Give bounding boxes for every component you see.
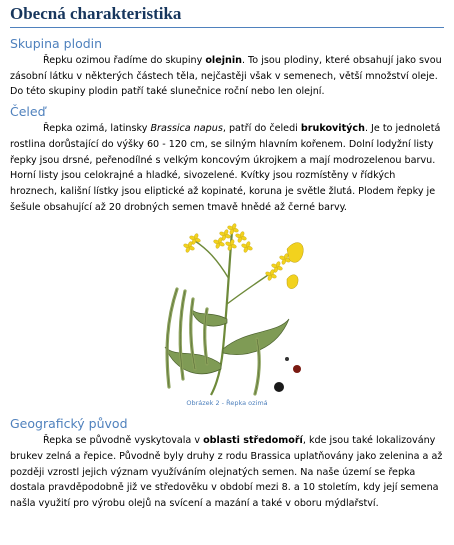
page-title: Obecná charakteristika: [10, 4, 182, 23]
leaf: [223, 319, 289, 355]
heading-geograficky-puvod: Geografický původ: [10, 416, 128, 432]
side-stem: [195, 241, 229, 279]
figure-repka: [10, 219, 444, 408]
title-underline: [10, 27, 444, 28]
paragraph-geograficky-puvod: Řepka se původně vyskytovala v oblasti středomoří, kde jsou také lokalizovány brukev zelná a řepice. Původně byly druhy z rodu Brassica uplatňovány jako zelenina a až později vzrostl jejich význam využíváním olejnatých semen. Na naše území se řepka dostala pravděpodobně již ve středověku v období mezi 8. a 10 stoletím, kdy její semena našla využití pro výrobu olejů na svícení a mazání a také v oboru mýdlařství.: [10, 435, 443, 510]
heading-celed: Čeleď: [10, 104, 46, 120]
rapeseed-illustration: [137, 219, 317, 397]
paragraph-skupina-plodin: Řepku ozimou řadíme do skupiny olejnin. To jsou plodiny, které obsahují jako svou zásobní látku v některých částech těla, nejčastěji však v semenech, větší množství oleje. Do této skupiny plodin patří také slunečnice roční nebo len olejní.: [10, 55, 442, 98]
flower-detail: [287, 275, 298, 289]
figure-caption: Obrázek 2 - Řepka ozimá: [186, 399, 268, 408]
paragraph-celed: Řepka ozimá, latinsky Brassica napus, patří do čeledi brukovitých. Je to jednoletá rostlina dorůstající do výšky 60 - 120 cm, se silným hlavním kořenem. Dolní lodyžní listy řepky jsou drsné, peřenodílné s velkým koncovým úkrojkem a mají modrozelenou barvu. Horní listy jsou celokrajné a hladké, sivozelené. Kvítky jsou rozmístěny v řídkých hroznech, kališní lístky jsou eliptické až kopinaté, koruna je světle žlutá. Plodem řepky je šešule obsahující až 20 drobných semen tmavě hnědé až černé barvy.: [10, 123, 441, 213]
seed-pod: [167, 289, 177, 387]
seed: [274, 382, 284, 392]
flower-detail: [287, 243, 303, 263]
heading-skupina-plodin: Skupina plodin: [10, 36, 103, 51]
seed: [293, 365, 301, 373]
seed: [285, 357, 289, 361]
leaf: [191, 309, 227, 326]
